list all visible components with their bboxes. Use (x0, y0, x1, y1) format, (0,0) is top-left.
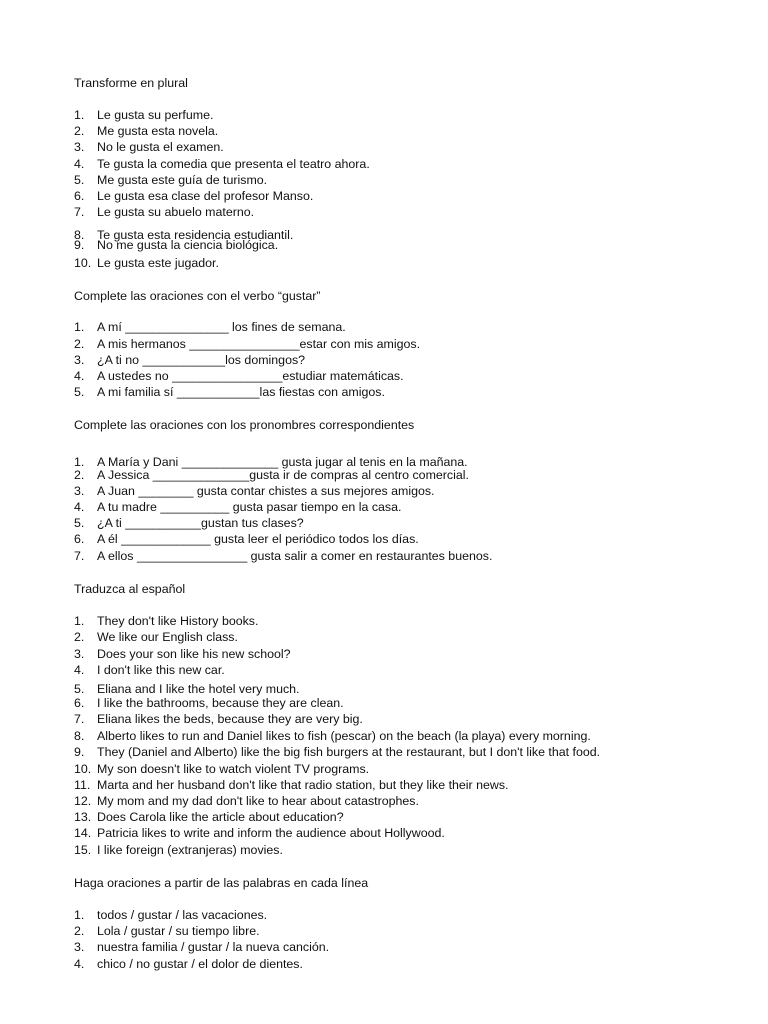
list-item (74, 729, 591, 743)
section-heading: Transforme en plural (74, 76, 188, 90)
item-number: 4. (74, 369, 85, 383)
list-item (74, 549, 492, 563)
item-number: 6. (74, 696, 85, 710)
item-text: They (Daniel and Alberto) like the big fish burgers at the restaurant, but I don't like that food. (97, 745, 601, 759)
item-number: 9. (74, 745, 85, 759)
item-text: Eliana likes the beds, because they are very big. (97, 712, 363, 726)
item-number: 1. (74, 614, 85, 628)
item-text: No le gusta el examen. (97, 140, 224, 154)
item-text: I like foreign (extranjeras) movies. (97, 843, 283, 857)
item-text: ¿A ti no ____________los domingos? (97, 353, 306, 367)
list-item (74, 924, 260, 938)
list-item (74, 238, 278, 252)
list-item (74, 124, 218, 138)
item-number: 5. (74, 173, 85, 187)
item-number: 12. (74, 794, 92, 808)
item-text: Does your son like his new school? (97, 647, 291, 661)
item-number: 1. (74, 320, 85, 334)
list-item (74, 663, 225, 677)
item-text: Te gusta la comedia que presenta el teatro ahora. (97, 157, 370, 171)
list-item (74, 614, 258, 628)
list-item (74, 140, 224, 154)
list-item (74, 205, 254, 219)
list-item (74, 940, 329, 954)
list-item (74, 369, 404, 383)
item-number: 2. (74, 337, 85, 351)
list-item (74, 484, 435, 498)
item-text: I don't like this new car. (97, 663, 225, 677)
item-text: We like our English class. (97, 630, 238, 644)
list-item (74, 794, 419, 808)
item-number: 4. (74, 957, 85, 971)
item-number: 3. (74, 940, 85, 954)
item-number: 2. (74, 630, 85, 644)
item-text: Lola / gustar / su tiempo libre. (97, 924, 260, 938)
section-heading: Complete las oraciones con los pronombres correspondientes (74, 418, 415, 432)
item-number: 6. (74, 532, 85, 546)
item-number: 6. (74, 189, 85, 203)
list-item (74, 337, 420, 351)
item-number: 3. (74, 484, 85, 498)
item-text: Me gusta este guía de turismo. (97, 173, 268, 187)
item-number: 5. (74, 385, 85, 399)
list-item (74, 468, 469, 482)
item-text: Le gusta esa clase del profesor Manso. (97, 189, 314, 203)
list-item (74, 630, 238, 644)
item-number: 2. (74, 124, 85, 138)
item-number: 4. (74, 500, 85, 514)
section-heading: Haga oraciones a partir de las palabras en cada línea (74, 876, 369, 890)
item-number: 9. (74, 238, 85, 252)
item-number: 5. (74, 682, 85, 696)
item-text: Me gusta esta novela. (97, 124, 219, 138)
item-text: Does Carola like the article about education? (97, 810, 344, 824)
item-number: 7. (74, 205, 85, 219)
list-item (74, 108, 213, 122)
item-text: A María y Dani ______________ gusta jugar al tenis en la mañana. (97, 455, 468, 469)
item-number: 8. (74, 228, 85, 242)
item-text: todos / gustar / las vacaciones. (97, 908, 268, 922)
list-item (74, 385, 385, 399)
item-number: 5. (74, 516, 85, 530)
item-text: They don't like History books. (97, 614, 259, 628)
item-text: My son doesn't like to watch violent TV programs. (97, 762, 370, 776)
item-text: A ellos ________________ gusta salir a comer en restaurantes buenos. (97, 549, 493, 563)
item-number: 3. (74, 353, 85, 367)
item-number: 1. (74, 108, 85, 122)
item-text: Te gusta esta residencia estudiantil. (97, 228, 294, 242)
item-number: 3. (74, 140, 85, 154)
item-number: 4. (74, 157, 85, 171)
list-item (74, 500, 401, 514)
item-number: 11. (74, 778, 91, 792)
list-item (74, 320, 346, 334)
item-number: 4. (74, 663, 85, 677)
item-text: Alberto likes to run and Daniel likes to fish (pescar) on the beach (la playa) every morning. (97, 729, 591, 743)
item-number: 3. (74, 647, 85, 661)
section-heading: Complete las oraciones con el verbo “gustar” (74, 289, 321, 303)
list-item (74, 957, 303, 971)
list-item (74, 455, 468, 469)
item-text: A mi familia sí ____________las fiestas con amigos. (97, 385, 385, 399)
item-text: nuestra familia / gustar / la nueva canción. (97, 940, 330, 954)
section-heading: Traduzca al español (74, 582, 186, 596)
item-number: 10. (74, 762, 92, 776)
list-item (74, 647, 291, 661)
item-text: No me gusta la ciencia biológica. (97, 238, 279, 252)
item-text: A mis hermanos ________________estar con mis amigos. (97, 337, 421, 351)
list-item (74, 189, 313, 203)
list-item (74, 516, 304, 530)
list-item (74, 843, 283, 857)
item-number: 1. (74, 908, 85, 922)
item-text: A Juan ________ gusta contar chistes a sus mejores amigos. (97, 484, 435, 498)
item-text: A tu madre __________ gusta pasar tiempo en la casa. (97, 500, 402, 514)
list-item (74, 157, 370, 171)
list-item (74, 908, 267, 922)
item-number: 1. (74, 455, 85, 469)
list-item (74, 826, 445, 840)
item-number: 15. (74, 843, 92, 857)
list-item (74, 712, 363, 726)
item-text: A ustedes no ________________estudiar matemáticas. (97, 369, 404, 383)
item-number: 2. (74, 924, 85, 938)
item-number: 2. (74, 468, 85, 482)
list-item (74, 173, 267, 187)
item-text: Patricia likes to write and inform the audience about Hollywood. (97, 826, 445, 840)
item-text: Le gusta su perfume. (97, 108, 214, 122)
item-number: 10. (74, 256, 92, 270)
item-text: A Jessica ______________gusta ir de compras al centro comercial. (97, 468, 469, 482)
item-text: ¿A ti ___________gustan tus clases? (97, 516, 304, 530)
list-item (74, 256, 219, 270)
item-text: Le gusta su abuelo materno. (97, 205, 255, 219)
item-number: 14. (74, 826, 92, 840)
item-number: 7. (74, 712, 85, 726)
item-text: chico / no gustar / el dolor de dientes. (97, 957, 303, 971)
list-item (74, 745, 600, 759)
list-item (74, 682, 300, 696)
item-text: A él _____________ gusta leer el periódico todos los días. (97, 532, 419, 546)
item-text: Le gusta este jugador. (97, 256, 219, 270)
item-text: My mom and my dad don't like to hear about catastrophes. (97, 794, 419, 808)
item-text: Eliana and I like the hotel very much. (97, 682, 300, 696)
item-text: Marta and her husband don't like that radio station, but they like their news. (97, 778, 509, 792)
list-item (74, 810, 344, 824)
item-number: 13. (74, 810, 92, 824)
list-item (74, 353, 305, 367)
item-text: A mí _______________ los fines de semana. (97, 320, 346, 334)
list-item (74, 778, 509, 792)
list-item (74, 532, 419, 546)
item-number: 8. (74, 729, 85, 743)
item-number: 7. (74, 549, 85, 563)
list-item (74, 696, 344, 710)
list-item (74, 762, 369, 776)
item-text: I like the bathrooms, because they are clean. (97, 696, 344, 710)
